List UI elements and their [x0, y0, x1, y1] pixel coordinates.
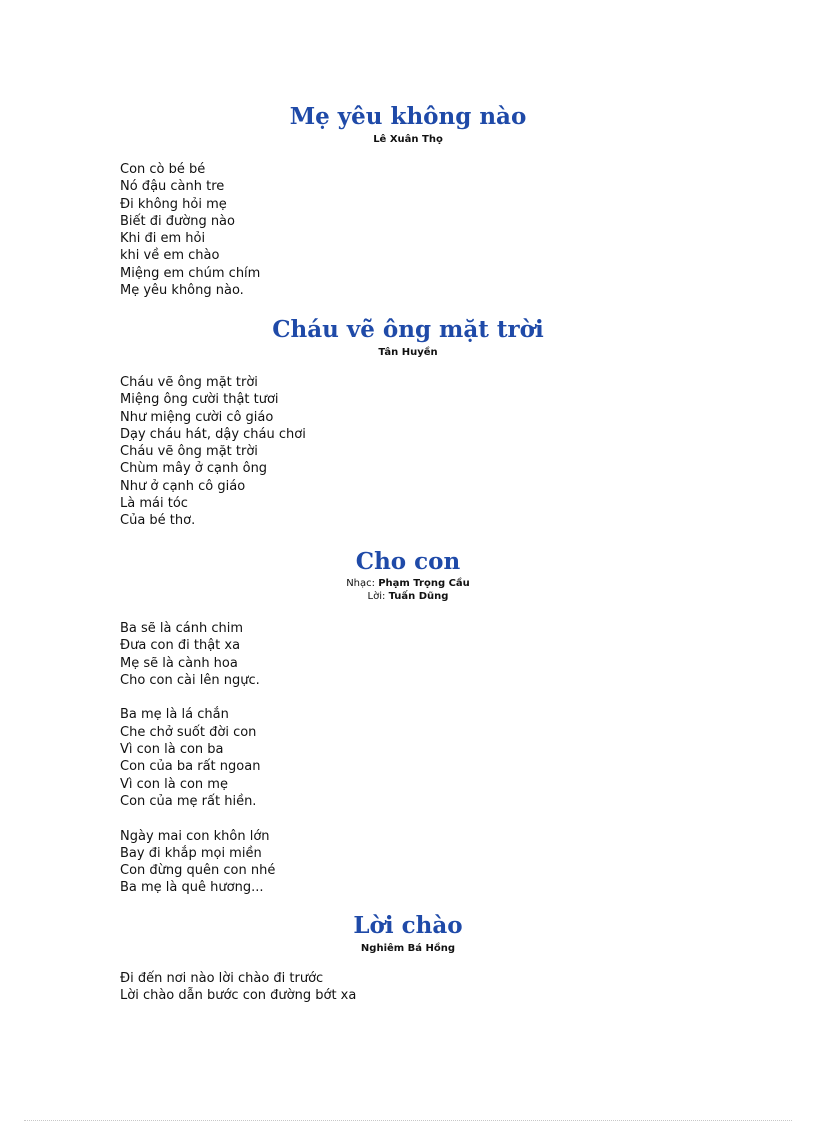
poem-body	[120, 161, 680, 299]
poem-author: Lê Xuân Thọ	[373, 134, 443, 145]
poem-line	[120, 689, 680, 706]
credit-value: Tuấn Dũng	[388, 591, 449, 602]
poem-line: Ba sẽ là cánh chim	[120, 621, 244, 636]
poem-credit-lyrics	[0, 590, 816, 603]
credit-label: Nhạc:	[346, 578, 376, 589]
poem-line: Như ở cạnh cô giáo	[120, 478, 246, 494]
poem-line: Cho con cài lên ngực.	[120, 672, 260, 688]
poem-line: Của bé thơ.	[120, 513, 196, 529]
poem-line: Đi không hỏi mẹ	[120, 196, 227, 212]
poem-line: Con cò bé bé	[120, 162, 206, 177]
poem-title: Mẹ yêu không nào	[289, 103, 527, 130]
poem-line: Bay đi khắp mọi miền	[120, 845, 262, 861]
poem-line: Vì con là con ba	[120, 742, 224, 758]
poem-line: Đi đến nơi nào lời chào đi trước	[120, 971, 324, 986]
poem-line: Đưa con đi thật xa	[120, 638, 241, 654]
poem-line: Ngày mai con khôn lớn	[120, 828, 270, 844]
credit-label: Lời:	[367, 591, 386, 602]
poem-line: Ba mẹ là quê hương...	[120, 880, 264, 896]
poem-author: Nghiêm Bá Hồng	[360, 943, 456, 954]
poem-line: Như miệng cười cô giáo	[120, 409, 274, 425]
poem-line: Vì con là con mẹ	[120, 776, 228, 792]
poem-line: Dạy cháu hát, dậy cháu chơi	[120, 426, 306, 442]
poem-body	[120, 620, 680, 897]
poem-line: Miệng em chúm chím	[120, 265, 261, 281]
credit-value: Phạm Trọng Cầu	[378, 578, 470, 589]
poem-title: Cháu vẽ ông mặt trời	[272, 316, 544, 343]
poem-body	[120, 970, 680, 1005]
page-bottom-border	[24, 1120, 792, 1121]
poem-body	[120, 374, 680, 530]
poem-title: Cho con	[355, 548, 461, 575]
poem-line: Con của ba rất ngoan	[120, 759, 261, 775]
poem-line: Biết đi đường nào	[120, 213, 235, 229]
poem-line: Khi đi em hỏi	[120, 231, 206, 247]
poem-line: Con của mẹ rất hiền.	[120, 793, 257, 809]
poem-line: khi về em chào	[120, 248, 220, 264]
poem-line: Cháu vẽ ông mặt trời	[120, 375, 258, 390]
poem-line: Miệng ông cười thật tươi	[120, 392, 279, 408]
poem-line: Mẹ sẽ là cành hoa	[120, 655, 238, 671]
poem-credit-music	[0, 577, 816, 590]
poem-line: Che chở suốt đời con	[120, 724, 257, 740]
poem-line: Lời chào dẫn bước con đường bớt xa	[120, 988, 357, 1004]
poem-author: Tân Huyền	[378, 347, 438, 358]
poem-line	[120, 810, 680, 827]
poem-line: Mẹ yêu không nào.	[120, 283, 244, 299]
poem-line: Cháu vẽ ông mặt trời	[120, 444, 258, 460]
poem-line: Ba mẹ là lá chắn	[120, 707, 229, 723]
poem-line: Nó đậu cành tre	[120, 179, 225, 195]
poem-line: Chùm mây ở cạnh ông	[120, 461, 268, 477]
poem-line: Con đừng quên con nhé	[120, 863, 276, 879]
poem-title: Lời chào	[353, 912, 463, 939]
poem-line: Là mái tóc	[120, 496, 188, 512]
